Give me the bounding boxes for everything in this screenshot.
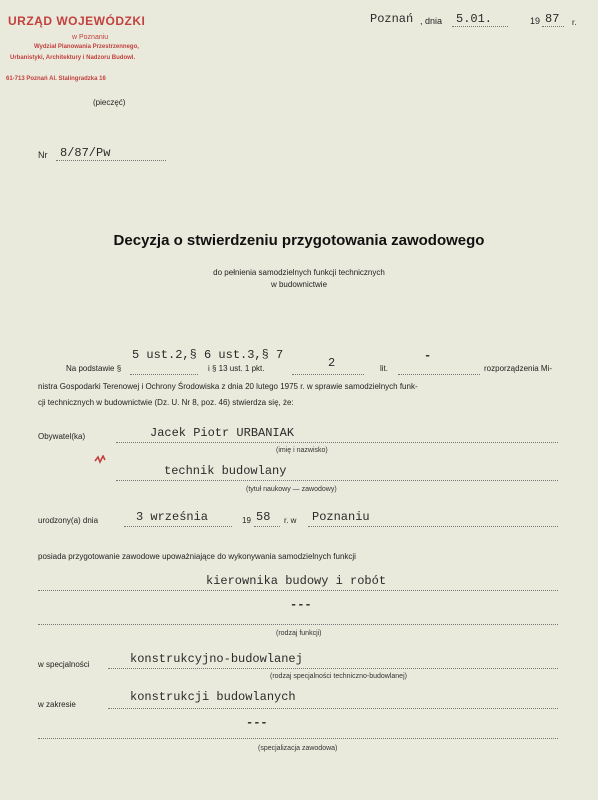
scope-caption: (specjalizacja zawodowa) (258, 745, 338, 752)
scope-cont: --- (246, 716, 268, 730)
legal-dotted-1 (130, 374, 198, 375)
born-year-prefix: 19 (242, 516, 251, 525)
qualification-intro: posiada przygotowanie zawodowe upoważniające do wykonywania samodzielnych funkcji (38, 552, 356, 561)
function-dotted-2 (38, 624, 558, 625)
legal-dotted-2 (292, 374, 364, 375)
header-year-prefix: 19 (530, 16, 541, 26)
header-year-unit: r. (572, 18, 577, 27)
born-year-dotted (254, 526, 280, 527)
stamp-line-5: 61-713 Poznań Al. Stalingradzka 16 (6, 76, 106, 82)
red-ink-mark (94, 452, 106, 462)
scope-label: w zakresie (38, 700, 76, 709)
person-label: Obywatel(ka) (38, 432, 86, 441)
specialty-caption: (rodzaj specjalności techniczno-budowlanej) (270, 673, 407, 680)
person-title-caption: (tytuł naukowy — zawodowy) (246, 486, 337, 493)
legal-typed-letter: - (424, 349, 432, 363)
document-title: Decyzja o stwierdzeniu przygotowania zawodowego (113, 232, 485, 249)
specialty-dotted (108, 668, 558, 669)
legal-printed-mid: i § 13 ust. 1 pkt. (208, 364, 265, 373)
ref-value: 8/87/Pw (60, 146, 111, 160)
stamp-line-4: Urbanistyki, Architektury i Nadzoru Budowl. (10, 55, 136, 61)
person-name-caption: (imię i nazwisko) (276, 447, 328, 454)
born-place: Poznaniu (312, 510, 370, 524)
stamp-line-1: URZĄD WOJEWÓDZKI (8, 14, 146, 28)
qualification-function-cont: --- (290, 598, 312, 612)
born-year-unit: r. w (284, 516, 297, 525)
function-dotted-1 (38, 590, 558, 591)
born-label: urodzony(a) dnia (38, 516, 99, 525)
scope-dotted-1 (108, 708, 558, 709)
name-dotted-line (116, 442, 558, 443)
legal-prefix: Na podstawie § (66, 364, 122, 373)
header-date: 5.01. (456, 12, 493, 26)
header-date-prefix: , dnia (420, 16, 443, 26)
header-year: 87 (545, 12, 560, 26)
legal-suffix-1: rozporządzenia Mi- (484, 364, 553, 373)
document-subtitle-2: w budownictwie (270, 280, 328, 289)
legal-line-3: cji technicznych w budownictwie (Dz. U. Nr 8, poz. 46) stwierdza się, że: (38, 398, 294, 407)
person-title: technik budowlany (164, 464, 287, 478)
person-name: Jacek Piotr URBANIAK (150, 426, 295, 440)
qualification-function: kierownika budowy i robót (206, 574, 387, 588)
specialty-value: konstrukcyjno-budowlanej (130, 652, 303, 666)
stamp-line-2: w Poznaniu (72, 34, 109, 41)
stamp-line-3: Wydział Planowania Przestrzennego, (34, 44, 139, 50)
ref-label: Nr (38, 150, 48, 160)
function-caption: (rodzaj funkcji) (276, 630, 322, 637)
legal-line-2: nistra Gospodarki Terenowej i Ochrony Środowiska z dnia 20 lutego 1975 r. w sprawie samodzielnych funk- (38, 382, 418, 391)
born-date-dotted (124, 526, 232, 527)
scope-dotted-2 (38, 738, 558, 739)
date-dotted-line (452, 26, 508, 27)
born-date: 3 września (136, 510, 209, 524)
legal-letter-label: lit. (380, 364, 388, 373)
document-subtitle-1: do pełnienia samodzielnych funkcji technicznych (213, 268, 385, 277)
stamp-caption: (pieczęć) (93, 98, 126, 107)
born-place-dotted (308, 526, 558, 527)
legal-typed-point: 2 (328, 356, 336, 370)
ref-dotted-line (56, 160, 166, 161)
year-dotted-line (542, 26, 564, 27)
born-year: 58 (256, 510, 271, 524)
specialty-label: w specjalności (38, 660, 90, 669)
title-dotted-line (116, 480, 558, 481)
scope-value: konstrukcji budowlanych (130, 690, 296, 704)
header-place: Poznań (370, 12, 414, 26)
legal-typed-paragraphs: 5 ust.2,§ 6 ust.3,§ 7 (132, 348, 284, 362)
legal-dotted-3 (398, 374, 480, 375)
